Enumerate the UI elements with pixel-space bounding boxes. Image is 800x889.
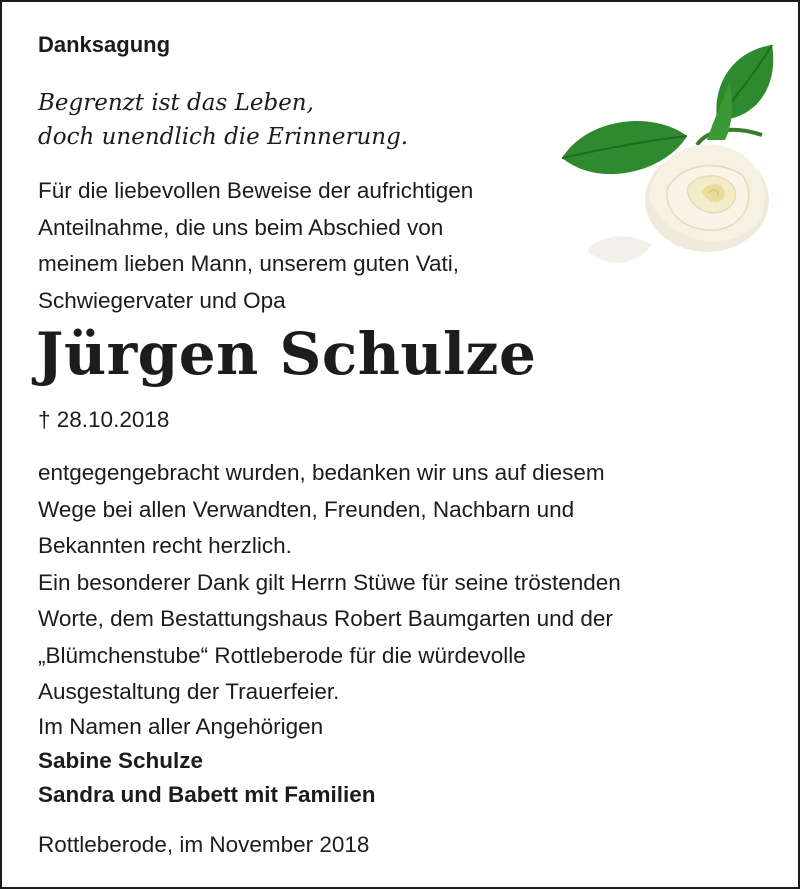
thanks-line: Worte, dem Bestattungshaus Robert Baumgarten und der: [38, 606, 613, 631]
thanks-line: „Blümchenstube“ Rottleberode für die würdevolle: [38, 642, 526, 668]
thanks-line: entgegengebracht wurden, bedanken wir uns auf diesem: [38, 460, 605, 485]
sign-off: [38, 710, 376, 812]
place-date: Rottleberode, im November 2018: [38, 832, 370, 857]
intro-line: Für die liebevollen Beweise der aufrichtigen: [38, 178, 474, 203]
intro-line: meinem lieben Mann, unserem guten Vati,: [38, 251, 460, 276]
signer-name: Sabine Schulze: [38, 748, 204, 773]
thanks-line: Bekannten recht herzlich.: [38, 533, 292, 558]
deceased-name: Jürgen Schulze: [36, 320, 537, 388]
intro-line: Anteilnahme, die uns beim Abschied von: [38, 214, 444, 240]
motto-verse: [38, 86, 408, 154]
motto-line: Begrenzt ist das Leben,: [38, 90, 314, 116]
thanks-text: [38, 455, 778, 711]
notice-heading: Danksagung: [38, 32, 171, 57]
death-date: † 28.10.2018: [38, 407, 170, 432]
thanks-line: Ausgestaltung der Trauerfeier.: [38, 679, 340, 704]
sign-off-intro: Im Namen aller Angehörigen: [38, 714, 324, 739]
motto-line: doch unendlich die Erinnerung.: [38, 124, 409, 150]
intro-line: Schwiegervater und Opa: [38, 287, 286, 313]
thanks-line: Ein besonderer Dank gilt Herrn Stüwe für seine tröstenden: [38, 569, 621, 595]
thanks-line: Wege bei allen Verwandten, Freunden, Nachbarn und: [38, 496, 575, 522]
intro-text: [38, 173, 598, 319]
signer-name: Sandra und Babett mit Familien: [38, 782, 376, 807]
